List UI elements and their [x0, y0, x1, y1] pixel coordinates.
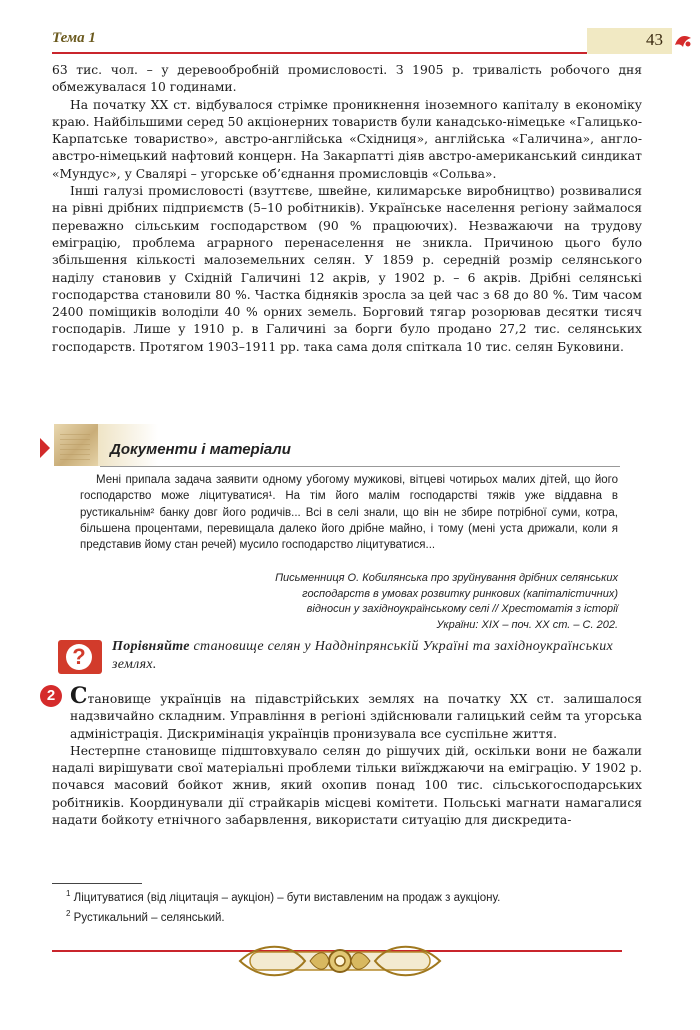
- question-icon: ?: [66, 644, 92, 670]
- manuscript-icon: [54, 424, 98, 466]
- task-badge: [58, 640, 102, 674]
- footnote-mark: 2: [66, 908, 71, 918]
- footnotes: [52, 886, 612, 926]
- documents-banner: [40, 424, 620, 472]
- corner-ornament-icon: [672, 30, 694, 52]
- task-text: [112, 638, 622, 674]
- task-verb: Порівняйте: [112, 639, 190, 654]
- section-2-text: [52, 683, 642, 829]
- quote-text: Мені припала задача заявити одному убогому мужикові, вітцеві чотирьох малих дітей, що його господарство може ліцитуватися¹. На тім його малім господарстві тяжів уже віддавна в рустикальнім² банку довг його родичів... Всі в селі знали, що він не збире потрібної суми, котра, більшена процентами, перевищала далеко його дрібне майно, і тому (мені уста дрижали, коли я представив йому стан речей) мусило господарство ліцитуватися...: [80, 474, 618, 552]
- banner-rule: [100, 466, 620, 467]
- paragraph-text: тановище українців на підавстрійських землях на початку XX ст. залишалося надзвичайно складним. Управління в регіоні здійснювали галицький сейм та угорська адміністрація. Дискримінація українців пронизувала все суспільне життя.: [70, 692, 642, 741]
- paragraph: [52, 683, 642, 743]
- drop-cap: С: [70, 683, 88, 709]
- topic-title: Тема 1: [52, 30, 96, 46]
- footnote-mark: 1: [66, 889, 71, 898]
- footnote-1: [52, 886, 612, 906]
- section-number: 2: [40, 685, 62, 707]
- paragraph: Нестерпне становище підштовхувало селян до рішучих дій, оскільки вони не бажали надалі вирішувати свої матеріальні проблеми тільки виїжджаючи на еміграцію. У 1902 р. почався масовий бойкот жнив, який охопив понад 100 тис. сільськогосподарських робітників. Координували дії страйкарів місцеві комітети. Польські магнати намагалися надати бойкоту етнічного забарвлення, використати ситуацію для дискредита-: [52, 743, 642, 828]
- main-text: [52, 62, 642, 356]
- document-quote: [80, 472, 618, 553]
- footnote-rule: [52, 883, 142, 884]
- paragraph: На початку XX ст. відбувалося стрімке проникнення іноземного капіталу в економіку краю. Найбільшими серед 50 акціонерних товариств були канадсько-німецьке «Галицько-Карпатське товариство», австро-англійська «Східниця», англійська «Галичина», англо-австро-німецький нафтовий концерн. На Закарпатті діяв австро-американський синдикат «Мундус», у Свалярі – угорське об’єднання промисловців «Сольва».: [52, 97, 642, 181]
- ornament-icon: [230, 940, 450, 982]
- header-rule: [52, 52, 587, 54]
- task-body: становище селян у Наддніпрянській Україні та західноукраїнських землях.: [112, 639, 614, 672]
- page-number: 43: [646, 30, 663, 49]
- footnote-2: [52, 906, 612, 926]
- footnote-text: Ліцитуватися (від ліцитація – аукціон) – бути виставленим на продаж з аукціону.: [70, 891, 501, 904]
- footnote-text: Рустикальний – селянський.: [70, 911, 225, 924]
- arrow-icon: [40, 438, 50, 458]
- quote-source: Письменниця О. Кобилянська про зруйнування дрібних селянських господарств в умовах розвитку ринкових (капіталістичних) відносин у західноукраїнському селі // Хрестоматія з історії України: XIX – поч. XX ст. – С. 202.: [275, 572, 618, 631]
- paragraph: Інші галузі промисловості (взуттєве, швейне, килимарське виробництво) розвивалися на рівні дрібних підприємств (5–10 робітників). Українське населення регіону займалося переважно сільським господарством (90 % працюючих). Незважаючи на трудову еміграцію, проблема аграрного перенаселення не зникла. Причиною цього було збільшення кількості малоземельних селян. У 1859 р. середній розмір селянського наділу становив у Східній Галичині 12 акрів, у 1902 р. – 6 акрів. Дрібні селянські господарства становили 80 %. Частка бідняків зросла за цей час з 68 до 80 %. Тим часом 2400 поміщиків володіли 40 % орних земель. Борговий тягар розорював десятки тисяч господарів. Лише у 1910 р. в Галичині за борги було продано 27,2 тис. селянських господарств. Протягом 1903–1911 рр. така сама доля спіткала 10 тис. селян Буковини.: [52, 184, 642, 354]
- documents-title: Документи і матеріали: [110, 441, 291, 458]
- page-header: [52, 30, 663, 54]
- paragraph: 63 тис. чол. – у деревообробній промисловості. З 1905 р. тривалість робочого дня обмежувалася 10 годинами.: [52, 63, 642, 95]
